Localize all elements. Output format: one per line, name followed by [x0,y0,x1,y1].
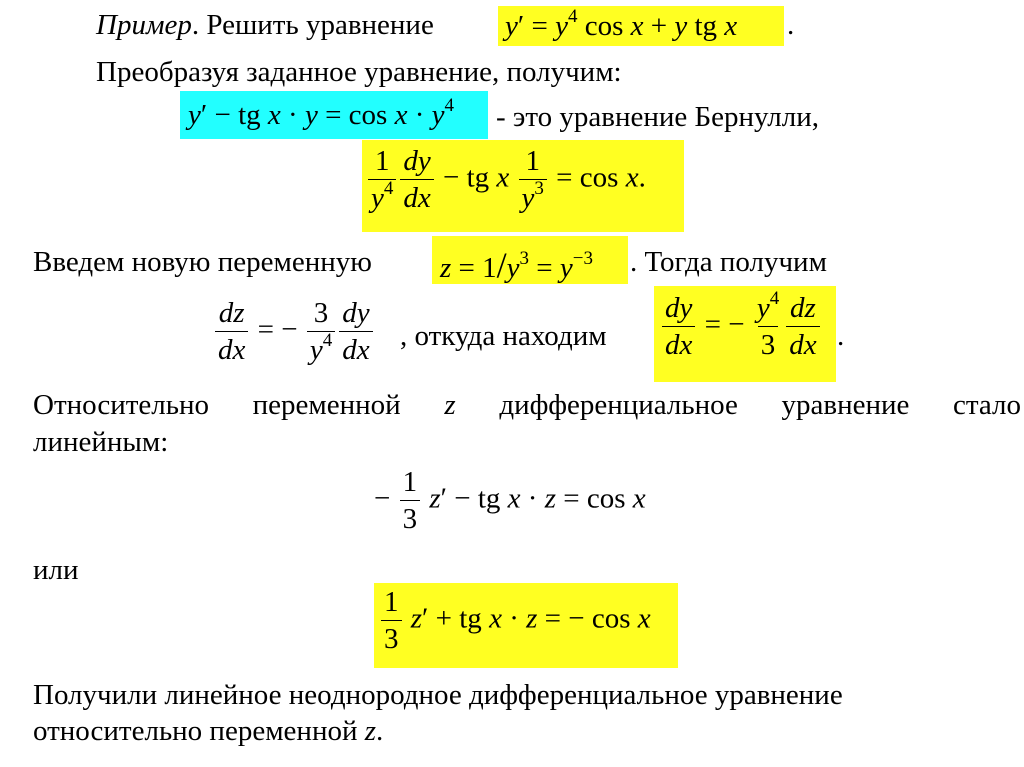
conclusion-text-2-main: относительно переменной [33,715,358,747]
or-text: или [33,554,79,586]
given-equation-period: . [787,9,795,41]
conclusion-period: . [376,715,384,747]
example-label: Пример [96,9,192,41]
transform-text: Преобразуя заданное уравнение, получим: [96,56,622,88]
relative-text-part1: Относительно переменной [33,389,401,421]
substitution-formula: $z = 1/y^3 = y^{-3}$ [440,245,593,285]
example-text: . Решить уравнение [191,9,434,41]
then-text: . Тогда получим [630,246,827,278]
example-line [96,11,434,40]
dz-dx-formula: $\frac{dz}{dx}$ = − $\frac{3}{y^4}$ $\frac{dy}{dx}$ [213,298,375,366]
relative-text [33,391,1021,420]
relative-var: z [444,389,456,421]
dy-dx-formula: $\frac{dy}{dx}$ = − $\frac{y^4}{3}$ $\frac{dz}{dx}$ [660,293,822,361]
new-variable-text: Введем новую переменную [33,246,372,278]
given-equation: $y' = y^4$ cos x + y tg x [505,6,738,42]
bernoulli-remark: - это уравнение Бернулли, [496,101,819,133]
bernoulli-equation: y′ − tg $x \cdot y = \cos x \cdot y^4$ [188,95,454,131]
linear-equation: − $\frac{1}{3}$ z′ − tg x · z = cos x [374,466,646,536]
final-equation: $\frac{1}{3}$ z′ + tg x · z = − cos x [379,587,651,655]
conclusion-text-2 [33,717,383,746]
conclusion-text: Получили линейное неоднородное дифференциальное уравнение [33,679,843,711]
linear-text: линейным: [33,426,169,458]
dy-dx-period: . [837,320,845,352]
conclusion-var: z [364,715,377,747]
relative-text-part2: дифференциальное уравнение стало [499,389,1022,421]
divided-equation: $\frac{1}{y^4}$ $\frac{dy}{dx}$ − tg x $\frac{1}{y^3}$ = cos x. [366,146,646,214]
whence-text: , откуда находим [400,320,607,352]
